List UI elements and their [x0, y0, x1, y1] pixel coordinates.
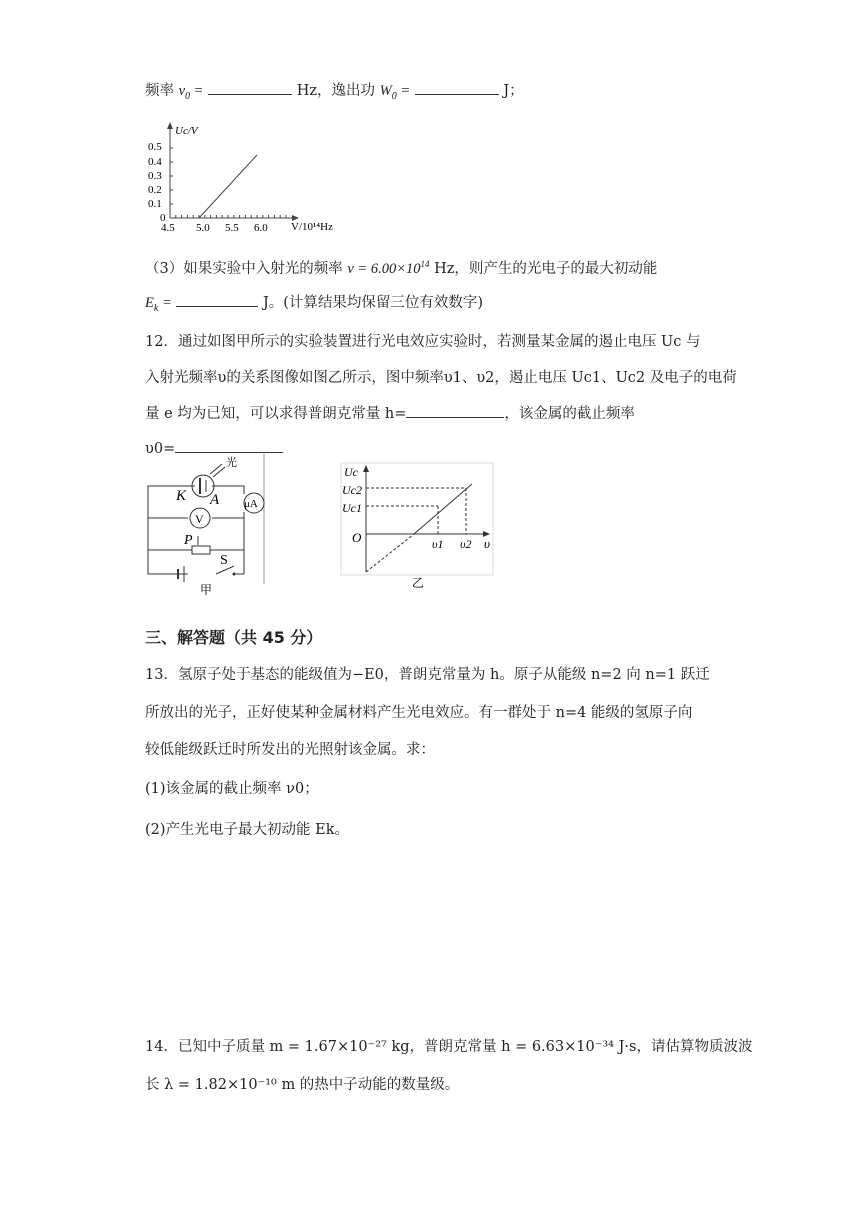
graph2-v1-label: υ1 [432, 537, 444, 551]
graph1-ytick-1: 0.4 [148, 156, 162, 168]
stopping-voltage-graph [340, 462, 500, 592]
q14-line2: 长 λ = 1.82×10⁻¹⁰ m 的热中子动能的数量级。 [145, 1077, 460, 1093]
graph1-y-arrow [167, 122, 173, 129]
q12-line2: 入射光频率υ的关系图像如图乙所示，图中频率υ1、υ2，遏止电压 Uc1、Uc2 及电子的电荷 [145, 370, 737, 386]
graph1-ytick-3: 0.2 [148, 184, 162, 196]
rheostat [192, 546, 210, 554]
freq-blank[interactable] [208, 80, 292, 95]
section3-heading: 三、解答题（共 45 分） [145, 628, 323, 647]
q13-sub2: (2)产生光电子最大初动能 Ek。 [145, 822, 350, 838]
graph2-uc1-label: Uc1 [342, 501, 362, 515]
graph1-xtick-3: 6.0 [254, 222, 268, 234]
switch-label: S [220, 553, 228, 568]
freq-unit: Hz，逸出功 [296, 83, 375, 99]
light-ray-1 [210, 464, 222, 474]
circuit-left-wire [148, 486, 195, 574]
q11-part3-text-b: Hz，则产生的光电子的最大初动能 [434, 260, 658, 277]
switch-contact [233, 573, 236, 576]
work-unit: J； [503, 83, 524, 99]
q11-ek-line [145, 292, 483, 319]
light-label: 光 [226, 457, 237, 469]
q14-line1: 14．已知中子质量 m = 1.67×10⁻²⁷ kg，普朗克常量 h = 6.63×10⁻³⁴ J·s，请估算物质波波 [145, 1039, 753, 1055]
cathode-label: K [176, 488, 187, 504]
graph2-data-line [414, 484, 472, 534]
graph1-xtick-0: 4.5 [161, 222, 175, 234]
graph1-ytick-5: 0 [160, 212, 166, 224]
voltmeter-label: V [195, 512, 204, 526]
freq-label: 频率 [145, 83, 174, 99]
q11-part3-line [145, 254, 657, 279]
graph1-y-title: Uc/V [175, 125, 198, 137]
graph2-extension-line [366, 534, 414, 572]
graph1-xtick-1: 5.0 [196, 222, 210, 234]
q13-line2: 所放出的光子，正好使某种金属材料产生光电效应。有一群处于 n=4 能级的氢原子向 [145, 705, 693, 721]
graph2-y-arrow [363, 465, 369, 472]
h-blank[interactable] [406, 403, 504, 418]
circuit-diagram [140, 452, 275, 600]
q11-part3-text-c: J。(计算结果均保留三位有效数字) [262, 295, 484, 311]
graph2-uc2-label: Uc2 [342, 483, 362, 497]
ek-symbol: $E_k$ = [145, 295, 172, 314]
circuit-caption: 甲 [200, 583, 213, 597]
w0-symbol: $W_0$ = [379, 83, 411, 102]
anode-label: A [210, 492, 220, 508]
graph1-ytick-2: 0.3 [148, 170, 162, 182]
graph1-data-line [199, 155, 257, 218]
q12-line1: 12．通过如图甲所示的实验装置进行光电效应实验时，若测量某金属的遏止电压 Uc 与 [145, 334, 701, 350]
graph2-v-label: υ [484, 536, 490, 551]
q11-answer-line [145, 80, 524, 107]
nu0-symbol: $\nu_0$ = [178, 83, 204, 102]
graph2-caption: 乙 [412, 576, 425, 590]
light-ray-2 [213, 467, 225, 477]
v0-blank[interactable] [175, 438, 283, 453]
graph2-v2-label: υ2 [460, 537, 472, 551]
rheostat-label: P [184, 533, 193, 548]
q13-line1: 13．氢原子处于基态的能级值为−E0，普朗克常量为 h。原子从能级 n=2 向 n=1 跃迁 [145, 667, 710, 683]
q12-line3: 量 e 均为已知，可以求得普朗克常量 h= ，该金属的截止频率 [145, 403, 635, 424]
graph2-frame [341, 463, 493, 575]
work-blank[interactable] [415, 80, 499, 95]
graph2-origin-label: O [352, 530, 362, 545]
microammeter-label: μA [244, 498, 258, 510]
q11-part3-text-a: （3）如果实验中入射光的频率 [145, 260, 343, 277]
q11-part3-formula: $\nu = 6.00\times 10^{14}$ [347, 259, 430, 277]
graph2-uc-label: Uc [344, 465, 358, 479]
ek-blank[interactable] [176, 292, 258, 307]
q12-line4: υ0= [145, 438, 283, 459]
graph1-ytick-0: 0.5 [148, 141, 162, 153]
graph1-ytick-4: 0.1 [148, 198, 162, 210]
uc-frequency-graph [145, 118, 365, 236]
graph1-x-title: V/10¹⁴Hz [291, 221, 333, 233]
q13-line3: 较低能级跃迁时所发出的光照射该金属。求： [145, 742, 435, 758]
graph1-xtick-2: 5.5 [225, 222, 239, 234]
q13-sub1: (1)该金属的截止频率 ν0； [145, 781, 319, 797]
